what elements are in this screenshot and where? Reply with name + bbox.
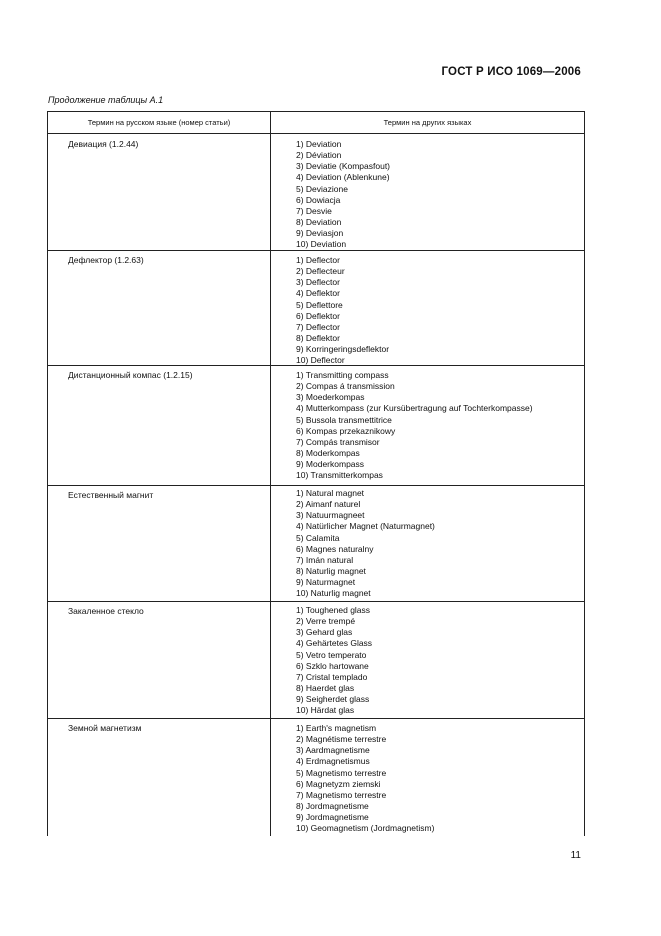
term-item: 5) Deflettore — [296, 299, 343, 310]
term-item: 2) Aimanf naturel — [296, 499, 361, 510]
page-number: 11 — [570, 850, 581, 861]
term-item: 1) Deflector — [296, 255, 340, 265]
term-item: 8) Deflektor — [296, 332, 340, 343]
term-item: 2) Verre trempé — [296, 616, 356, 627]
russian-term: Закаленное стекло — [68, 606, 144, 616]
term-item: 9) Seigherdet glass — [296, 694, 370, 705]
term-item: 1) Deviation — [296, 139, 342, 149]
term-item: 10) Naturlig magnet — [296, 588, 371, 599]
term-item: 2) Magnétisme terrestre — [296, 734, 387, 745]
term-item: 2) Compas á transmission — [296, 381, 395, 392]
term-item: 4) Mutterkompass (zur Kursübertragung auf Tochterkompasse) — [296, 403, 533, 414]
term-list — [296, 488, 435, 599]
term-item: 7) Compás transmisor — [296, 436, 380, 447]
term-item: 8) Moderkompas — [296, 447, 360, 458]
column-header-russian: Термин на русском языке (номер статьи) — [87, 118, 231, 127]
russian-term: Девиация (1.2.44) — [68, 139, 139, 149]
russian-term: Дефлектор (1.2.63) — [68, 255, 144, 265]
term-list — [296, 723, 434, 834]
table-caption: Продолжение таблицы А.1 — [48, 95, 164, 105]
term-item: 4) Natürlicher Magnet (Naturmagnet) — [296, 521, 435, 532]
term-item: 1) Transmitting compass — [296, 370, 389, 380]
term-item: 8) Deviation — [296, 216, 342, 227]
term-item: 4) Deflektor — [296, 288, 340, 299]
term-item: 4) Gehärtetes Glass — [296, 638, 373, 649]
term-item: 1) Natural magnet — [296, 488, 365, 498]
row-divider — [48, 365, 584, 366]
term-item: 5) Vetro temperato — [296, 649, 367, 660]
term-list — [296, 370, 533, 481]
column-header-other-languages: Термин на других языках — [383, 118, 472, 127]
term-item: 9) Moderkompass — [296, 459, 365, 470]
row-divider — [48, 250, 584, 251]
term-item: 9) Naturmagnet — [296, 577, 356, 588]
term-item: 10) Deviation — [296, 239, 347, 250]
term-item: 7) Imán natural — [296, 554, 354, 565]
term-item: 3) Moederkompas — [296, 392, 365, 403]
term-item: 6) Magnes naturalny — [296, 543, 374, 554]
term-item: 6) Kompas przekaznikowy — [296, 425, 396, 436]
term-item: 5) Bussola transmettitrice — [296, 414, 392, 425]
term-item: 10) Geomagnetism (Jordmagnetism) — [296, 823, 435, 834]
term-item: 6) Deflektor — [296, 310, 340, 321]
term-item: 8) Naturlig magnet — [296, 565, 366, 576]
term-item: 7) Magnetismo terrestre — [296, 789, 387, 800]
document-header: ГОСТ Р ИСО 1069—2006 — [441, 66, 581, 78]
russian-term: Земной магнетизм — [68, 723, 142, 733]
term-item: 1) Toughened glass — [296, 605, 371, 615]
term-item: 9) Korringeringsdeflektor — [296, 344, 390, 355]
term-item: 2) Déviation — [296, 150, 342, 161]
term-item: 2) Deflecteur — [296, 266, 345, 277]
row-divider — [48, 601, 584, 602]
term-item: 6) Dowiacja — [296, 194, 341, 205]
term-item: 4) Deviation (Ablenkune) — [296, 172, 390, 183]
row-divider — [48, 718, 584, 719]
term-item: 10) Deflector — [296, 355, 345, 366]
term-item: 3) Aardmagnetisme — [296, 745, 370, 756]
term-item: 8) Jordmagnetisme — [296, 800, 369, 811]
term-item: 10) Transmitterkompas — [296, 470, 383, 481]
term-item: 3) Gehard glas — [296, 627, 353, 638]
term-item: 6) Magnetyzm ziemski — [296, 778, 381, 789]
term-list — [296, 139, 390, 250]
russian-term: Естественный магнит — [68, 490, 154, 500]
term-item: 10) Härdat glas — [296, 705, 355, 716]
term-list — [296, 605, 372, 716]
term-item: 3) Deviatie (Kompasfout) — [296, 161, 391, 172]
term-item: 7) Cristal templado — [296, 671, 368, 682]
term-list — [296, 255, 389, 366]
header-divider — [48, 133, 584, 134]
term-item: 5) Deviazione — [296, 183, 348, 194]
term-item: 6) Szklo hartowane — [296, 660, 369, 671]
row-divider — [48, 485, 584, 486]
term-item: 7) Desvie — [296, 205, 332, 216]
term-item: 5) Calamita — [296, 532, 340, 543]
term-item: 5) Magnetismo terrestre — [296, 767, 387, 778]
russian-term: Дистанционный компас (1.2.15) — [68, 370, 193, 380]
term-item: 1) Earth's magnetism — [296, 723, 377, 733]
term-item: 9) Jordmagnetisme — [296, 812, 369, 823]
terms-table — [47, 111, 585, 836]
term-item: 9) Deviasjon — [296, 228, 344, 239]
term-item: 8) Haerdet glas — [296, 682, 355, 693]
term-item: 4) Erdmagnetismus — [296, 756, 370, 767]
term-item: 7) Deflector — [296, 321, 340, 332]
term-item: 3) Natuurmagneet — [296, 510, 365, 521]
term-item: 3) Deflector — [296, 277, 340, 288]
column-divider — [270, 112, 271, 836]
